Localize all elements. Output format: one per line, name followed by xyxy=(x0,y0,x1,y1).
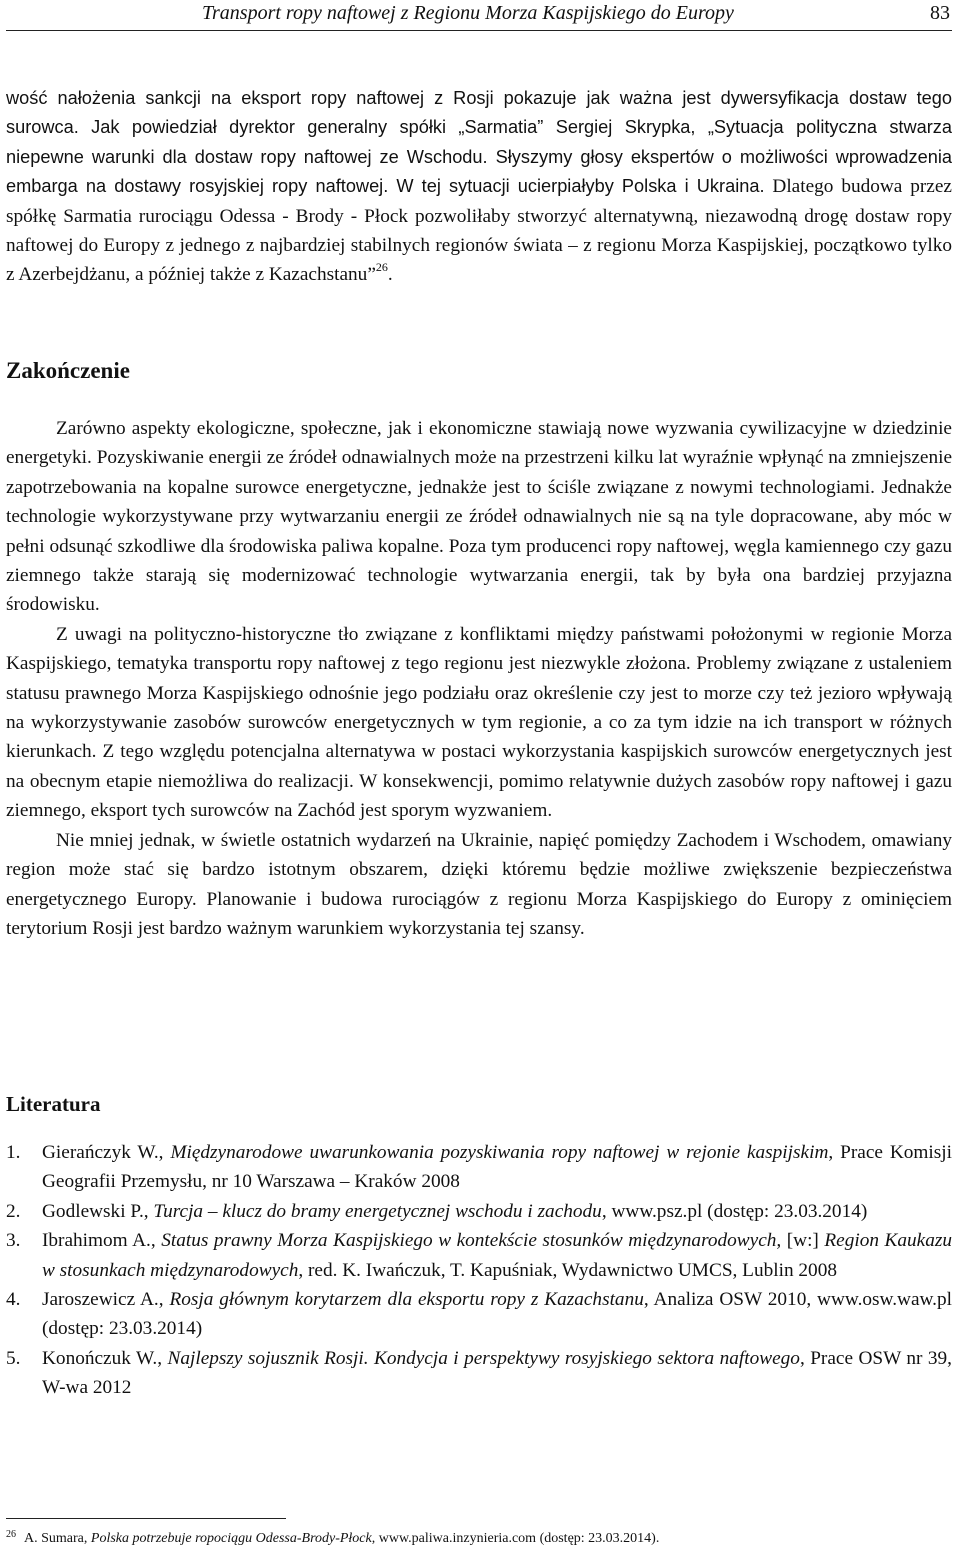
reference-details[interactable]: , www.psz.pl (dostęp: 23.03.2014) xyxy=(601,1200,868,1222)
intro-text-part-1: wość nałożenia sankcji na eksport ropy naftowej z Rosji pokazuje jak ważna jest dywersyfikacja dostaw tego surowca. Jak powiedział dyrektor generalny spółki „Sarmatia” Sergiej Skrypka, „Sytuacja polityczna stwarza niepewne warunki dla dostaw ropy naftowej ze Wschodu. Słyszymy głosy ekspertów o możliwości wprowadzenia embarga na dostawy rosyjskiej ropy naftowej. W tej sytuacji ucierpiałyby Polska i Ukraina. xyxy=(6,88,952,197)
reference-number: 1. xyxy=(6,1142,21,1163)
reference-item-3 xyxy=(6,1226,952,1285)
reference-author: Gierańczyk W., xyxy=(42,1142,171,1163)
conclusion-heading: Zakończenie xyxy=(6,358,130,383)
intro-paragraph xyxy=(6,84,952,290)
reference-author: Godlewski P., xyxy=(42,1200,154,1222)
conclusion-paragraph-1: Zarówno aspekty ekologiczne, społeczne, jak i ekonomiczne stawiają nowe wyzwania cywilizacyjne w dziedzinie energetyki. Pozyskiwanie energii ze źródeł odnawialnych może na przestrzeni kilku lat wyraźnie wpłynąć na zmniejszenie zapotrzebowania na kopalne surowce energetyczne, jednakże jest to ściśle związane z nowymi technologiami. Jednakże technologie wykorzystywane przy wytwarzaniu energii ze źródeł odnawialnych nie są na tyle dopracowane, aby móc w pełni odsunąć szkodliwe dla środowiska paliwa kopalne. Poza tym producenci ropy naftowej, węgla kamiennego czy gazu ziemnego także starają się modernizować technologie wytwarzania energii, tak by była ona bardziej przyjazna środowisku. xyxy=(6,418,952,616)
running-title: Transport ropy naftowej z Regionu Morza Kaspijskiego do Europy xyxy=(202,2,734,24)
reference-details: , Prace Komisji Geografii Przemysłu, nr 10 Warszawa – Kraków 2008 xyxy=(42,1142,953,1193)
footnote-separator xyxy=(6,1518,286,1519)
reference-title: Rosja głównym korytarzem dla eksportu ropy z Kazachstanu xyxy=(169,1289,644,1311)
reference-item-1 xyxy=(6,1138,952,1197)
reference-item-2 xyxy=(6,1197,952,1226)
reference-title: Status prawny Morza Kaspijskiego w kontekście stosunków międzynarodowych, xyxy=(161,1230,782,1252)
reference-number: 4. xyxy=(6,1289,21,1311)
reference-title: Turcja – klucz do bramy energetycznej wschodu i zachodu xyxy=(153,1200,602,1222)
reference-item-5 xyxy=(6,1344,952,1403)
reference-author: Jaroszewicz A., xyxy=(42,1289,170,1311)
reference-author: Konończuk W., xyxy=(42,1347,168,1369)
reference-number: 5. xyxy=(6,1347,21,1369)
reference-author: Ibrahimom A., xyxy=(42,1230,162,1252)
footnote-mark: 26 xyxy=(6,1529,16,1540)
conclusion-paragraph-3: Nie mniej jednak, w świetle ostatnich wydarzeń na Ukrainie, napięć pomiędzy Zachodem i Wschodem, omawiany region może stać się bardzo istotnym obszarem, dzięki któremu będzie możliwe zwiększenie bezpieczeństwa energetycznego Europy. Planowanie i budowa rurociągów z regionu Morza Kaspijskiego do Europy z ominięciem terytorium Rosji jest bardzo ważnym warunkiem wykorzystania tej szansy. xyxy=(6,829,952,939)
footnote-title: Polska potrzebuje ropociągu Odessa-Brody-Płock xyxy=(90,1531,372,1546)
intro-text-end: . xyxy=(387,264,393,286)
conclusion-paragraph-2: Z uwagi na polityczno-historyczne tło związane z konfliktami między państwami położonymi w regionie Morza Kaspijskiego, tematyka transportu ropy naftowej z tego regionu jest niezwykle złożona. Problemy związane z ustaleniem statusu prawnego Morza Kaspijskiego odnośnie jego podziału oraz określenie czy jest to morze czy też jezioro wpływają na wykorzystywanie zasobów surowców energetycznych w tym regionie, a co za tym idzie na ich transport w różnych kierunkach. Z tego względu potencjalna alternatywa w postaci wykorzystania kaspijskich surowców energetycznych jest na obecnym etapie niemożliwa do realizacji. W konsekwencji, pomimo relatywnie dużych zasobów ropy naftowej i gazu ziemnego, eksport tych surowców na Zachód jest sporym wyzwaniem. xyxy=(6,623,952,822)
reference-item-4 xyxy=(6,1285,952,1344)
reference-volume-title: Region Kaukazu w stosunkach międzynarodowych xyxy=(42,1230,952,1281)
reference-details: , Prace OSW nr 39, W-wa 2012 xyxy=(42,1347,953,1399)
footnote-26 xyxy=(6,1526,952,1548)
footnote-details[interactable]: , www.paliwa.inzynieria.com (dostęp: 23.03.2014). xyxy=(371,1531,660,1546)
intro-text-part-2: Dlatego budowa przez spółkę Sarmatia rurociągu Odessa - Brody - Płock pozwoliłaby stworzyć alternatywną, niezawodną drogę dostaw ropy naftowej do Europy z jednego z najbardziej stabilnych regionów świata – z regionu Morza Kaspijskiej, początkowo tylko z Azerbejdżanu, a później także z Kazachstanu” xyxy=(6,176,952,286)
reference-list xyxy=(6,1138,952,1403)
footnote-ref-26[interactable]: 26 xyxy=(375,260,388,275)
reference-details: , red. K. Iwańczuk, T. Kapuśniak, Wydawnictwo UMCS, Lublin 2008 xyxy=(298,1259,837,1281)
running-header xyxy=(6,2,952,31)
literature-heading: Literatura xyxy=(6,1092,101,1116)
page-number: 83 xyxy=(930,2,950,24)
footnote-author: A. Sumara, xyxy=(24,1531,91,1546)
intro-section xyxy=(6,84,952,290)
reference-title: Najlepszy sojusznik Rosji. Kondycja i perspektywy rosyjskiego sektora naftowego xyxy=(167,1347,800,1369)
reference-number: 3. xyxy=(6,1230,21,1252)
reference-number: 2. xyxy=(6,1200,21,1222)
conclusion-section xyxy=(6,414,952,943)
reference-in: [w:] xyxy=(781,1230,825,1252)
reference-details[interactable]: , Analiza OSW 2010, www.osw.waw.pl (dostęp: 23.03.2014) xyxy=(42,1289,953,1340)
reference-title: Międzynarodowe uwarunkowania pozyskiwania ropy naftowej w rejonie kaspijskim xyxy=(170,1142,829,1163)
